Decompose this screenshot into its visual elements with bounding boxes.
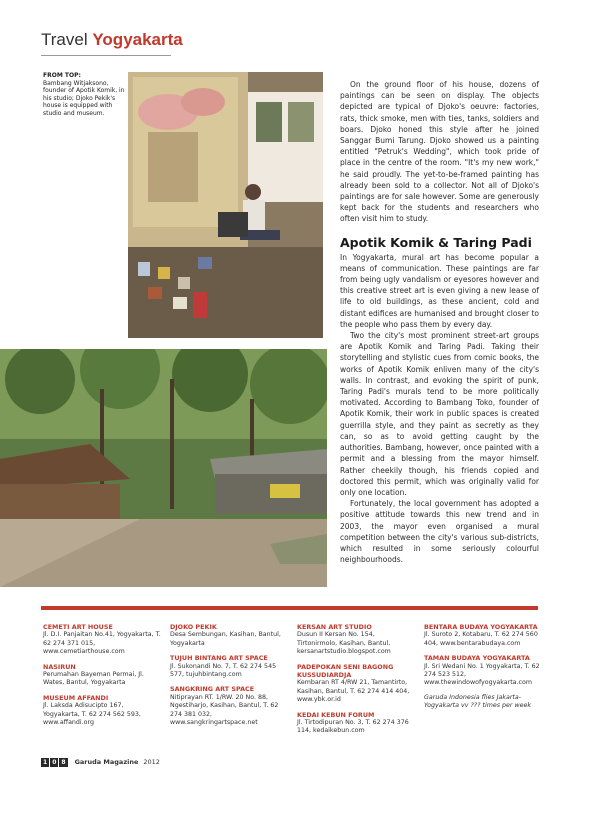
page-title (41, 30, 183, 50)
venue-detail: Kembaran RT 4/RW 21, Tamantirto, Kasihan, Bantul, T. 62 274 414 404, www.ybk.or.id (297, 679, 410, 704)
directory-entry (297, 711, 415, 736)
article-body (340, 79, 539, 565)
venue-detail: Dusun II Kersan No. 154, Tirtonirmolo, Kasihan, Bantul, kersanartstudio.blogspot.com (297, 631, 391, 656)
venue-name: CEMETI ART HOUSE (43, 623, 113, 631)
venue-detail: Jl. Sukonandi No. 7, T. 62 274 545 577, tujuhbintang.com (170, 662, 277, 679)
venue-name: BENTARA BUDAYA YOGYAKARTA (424, 623, 538, 631)
title-divider (41, 55, 171, 56)
venue-detail: Jl. Tirtodipuran No. 3, T. 62 274 376 114, kedaikebun.com (297, 719, 409, 735)
section-label: Travel (41, 30, 88, 49)
article-paragraph: Fortunately, the local government has adopted a positive attitude towards this new trend and in 2003, the mayor even organised a mural competition between the city's various sub-districts, which resulted in some seriously colourful neighbourhoods. (340, 499, 539, 565)
venue-detail: Nitiprayan RT. 1/RW. 20 No. 88, Ngestiharjo, Kasihan, Bantul, T. 62 274 381 032, www.sangkringartspace.net (170, 693, 279, 727)
directory-entry (424, 654, 542, 688)
destination-label: Yogyakarta (92, 30, 183, 49)
directory-entry (43, 663, 161, 688)
directory-entry (424, 623, 542, 648)
page-number-digit: 0 (52, 758, 57, 766)
directory-entry (297, 663, 415, 705)
page-number-digit: 8 (61, 758, 66, 766)
venue-name: SANGKRING ART SPACE (170, 685, 255, 694)
page-number-digit: 1 (43, 758, 48, 766)
article-paragraph: On the ground floor of his house, dozens of paintings can be seen on display. The objects depicted are typical of Djoko's oeuvre: factories, rats, thick smoke, men with ties, tanks, soldiers and boars. Djoko honed this style after he joined Sanggar Bumi Tarung. Djoko showed us a painting entitled "Petruk's Wedding", which took pride of place in the centre of the room. "It's my new work," he said proudly. The yet-to-be-framed painting has already been sold to a collector. Not all of Djoko's paintings are for sale however. Some are generously kept back for the students and researchers who often visit him to study. (340, 80, 539, 224)
magazine-name: Garuda Magazine (74, 758, 139, 766)
directory-column-2 (170, 623, 288, 733)
venue-name: NASIRUN (43, 662, 76, 671)
house-garden-photo (0, 349, 327, 587)
venue-detail: Jl. Suroto 2, Kotabaru, T. 62 274 560 404, www.bentarabudaya.com (424, 631, 538, 647)
caption-text: Bambang Witjaksono, founder of Apotik Komik, in his studio; Djoko Pekik's house is equipped with studio and museum. (43, 79, 125, 117)
venue-name: TUJUH BINTANG ART SPACE (170, 654, 268, 663)
photo-caption (43, 72, 127, 118)
directory-entry (43, 623, 161, 657)
venue-detail: Perumahan Bayeman Permai, Jl. Wates, Bantul, Yogyakarta (43, 671, 144, 687)
venue-detail: Jl. Laksda Adisucipto 167, Yogyakarta, T. 62 274 562 593, www.affandi.org (43, 702, 141, 727)
directory-column-3 (297, 623, 415, 742)
directory-entry (297, 623, 415, 657)
article-paragraph: In Yogyakarta, mural art has become popular a means of communication. These paintings are far from being ugly vandalism or eyesores however and this creative street art is even giving a new lease of life to old buildings, as these ancient, cold and distant edifices are humanised and brought closer to the people who pass them by every day. (340, 252, 539, 329)
directory-divider (41, 606, 538, 610)
article-subheading: Apotik Komik & Taring Padi (340, 234, 532, 250)
caption-lead: FROM TOP: (43, 72, 81, 79)
venue-name: KEDAI KEBUN FORUM (297, 710, 375, 719)
directory-entry (170, 654, 288, 679)
venue-name: KERSAN ART STUDIO (297, 623, 372, 631)
directory-entry (43, 694, 161, 728)
directory-column-4 (424, 623, 542, 711)
article-paragraph: Two the city's most prominent street-art groups are Apotik Komik and Taring Padi. Taking their storytelling and stylistic cues from comic books, the works of Apotik Komik enliven many of the city's walls. In contrast, and evoking the spirit of punk, Taring Padi's murals tend to be more politically motivated. According to Bambang Toko, founder of Apotik Komik, their work in public spaces is created guerrilla style, and they paint as secretly as they can, so as to avoid getting caught by the authorities. Bambang, however, once painted with a permit and a blessing from the mayor himself. Rather cheekily though, his friends copied and doctored this permit, which was originally valid for only one location. (340, 331, 539, 497)
studio-photo (128, 72, 323, 338)
venue-name: PADEPOKAN SENI BAGONG KUSSUDIARDJA (297, 662, 394, 680)
issue-year: 2012 (143, 758, 160, 766)
venue-name: MUSEUM AFFANDI (43, 693, 109, 702)
directory-column-1 (43, 623, 161, 733)
venue-name: TAMAN BUDAYA YOGYAKARTA (424, 654, 530, 663)
venue-detail: Desa Sembungan, Kasihan, Bantul, Yogyakarta (170, 631, 281, 647)
venue-detail: Jl. D.I. Panjaitan No.41, Yogyakarta, T. 62 274 371 015, www.cemetiarthouse.com (43, 631, 161, 656)
venue-detail: Jl. Sri Wedani No. 1 Yogyakarta, T. 62 274 523 512, www.thewindowofyogyakarta.com (424, 662, 540, 687)
page-footer (41, 756, 160, 768)
venue-name: DJOKO PEKIK (170, 623, 217, 631)
flight-note: Garuda Indonesia flies Jakarta-Yogyakarta vv ??? times per week (424, 693, 532, 710)
directory-entry (170, 685, 288, 727)
directory-entry (170, 623, 288, 648)
